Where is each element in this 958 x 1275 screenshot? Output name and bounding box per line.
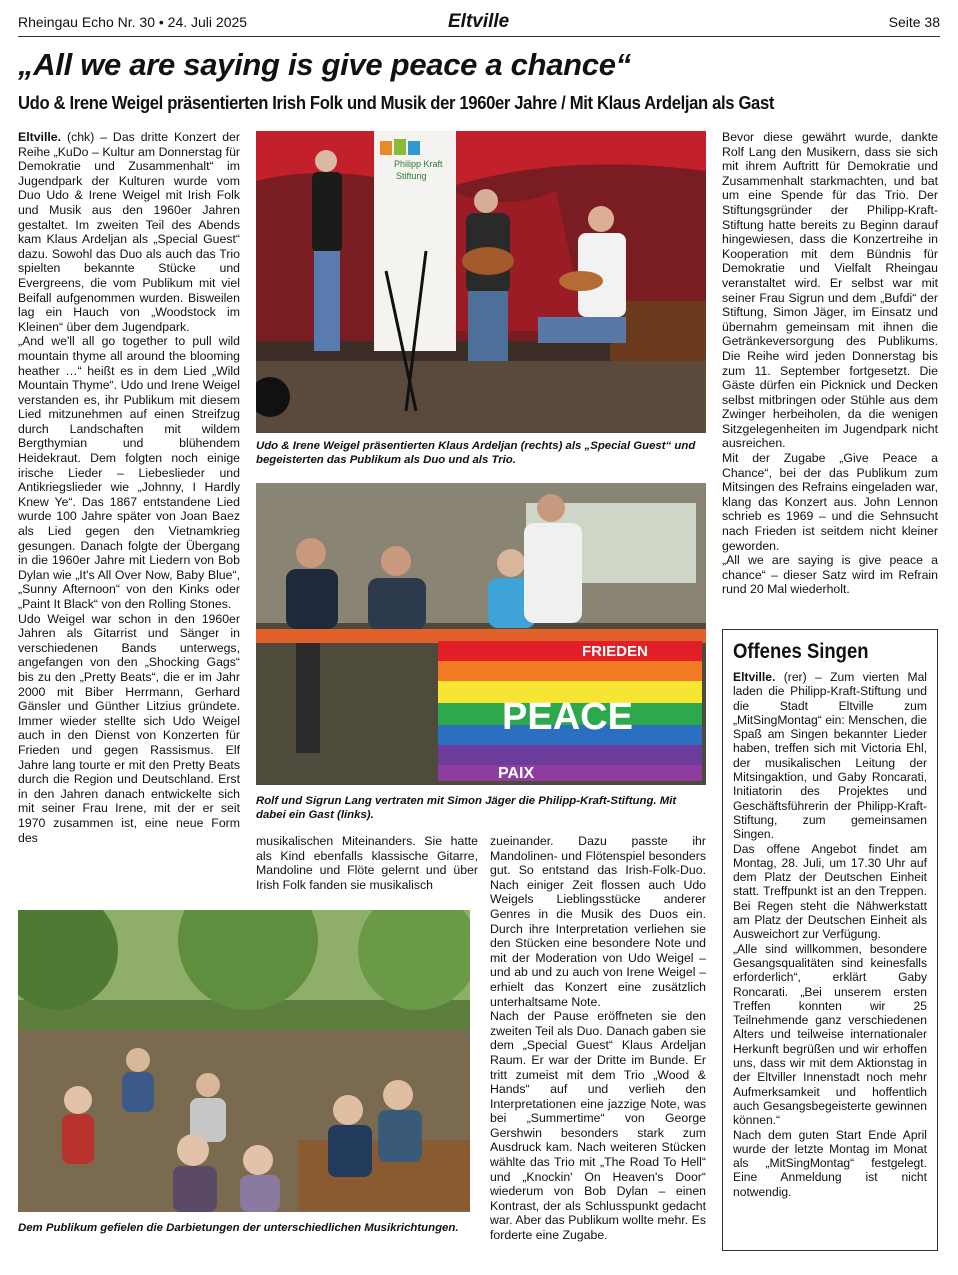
paragraph: Mit der Zugabe „Give Peace a Chance“, bei der das Publikum zum Mitsingen des Refrains eingeladen war, klang das Konzert aus. John Lennon schrieb es 1969 – und die Sehnsucht nach Frieden ist seitdem nicht kleiner geworden. [722,451,938,553]
banner-text: Philipp Kraft [394,159,443,169]
paragraph: (rer) – Zum vierten Mal laden die Philipp-Kraft-Stiftung und die Stadt Eltville zum „MitSingMontag“ ein: Menschen, die Spaß am Singen bekannter Lieder haben, treffen sich mit Victoria Ehl, der musikalischen Leitung der Mitsingaktion, und Gaby Roncarati, Initiatorin des Projektes und Geschäftsführerin der Philipp-Kraft-Stiftung, zum gemeinsamen Singen. [733,670,927,842]
paragraph: „All we are saying is give peace a chance“ – dieser Satz wird im Refrain rund 20 Mal wiederholt. [722,553,938,597]
photo-caption: Dem Publikum gefielen die Darbietungen der unterschiedlichen Musikrichtungen. [18,1222,459,1234]
paragraph: „Alle sind willkommen, besondere Gesangsqualitäten sind keinesfalls erforderlich“, erklärt Gaby Roncarati. „Bei unserem ersten Treffen konnten wir 25 Teilnehmende ganz verschiedenen Alters und teilweise internationaler Herkunft begrüßen und wir erhoffen uns, dass wir mit dem Aktionstag in der Eltviller Innenstadt noch mehr Aufmerksamkeit und hoffentlich auch Gesangsbegeisterte gewinnen können.“ [733,941,927,1128]
paragraph: zueinander. Dazu passte ihr Mandolinen- und Flötenspiel besonders gut. So entstand das Irish-Folk-Duo. Nach einiger Zeit flossen auch Udo Weigels Lieblingsstücke anderer Genres in die Musik des Duos ein. Durch ihre Interpretation verliehen sie den Stücken eine besondere Note und mit der Moderation von Udo Weigel – und ab und zu auch von Irene Weigel – erhielt das Konzert eine zusätzlich unterhaltsame Note. [490,834,706,1009]
flag-text: PAIX [498,765,535,782]
dateline: Eltville. [18,130,62,144]
paragraph: „And we'll all go together to pull wild mountain thyme all around the blooming heather …“ heißt es in dem Lied „Wild Mountain Thyme“. Udo und Irene Weigel verstanden es, ihr Publikum mit diesem Lied mitzunehmen auf einen Streifzug durch Landschaften mit wildem Bergthymian und blühendem Heidekraut. Dem folgten noch einige irische Lieder – Liebeslieder und Antikriegslieder wie „Johnny, I Hardly Knew Ye“. Das 1867 entstandene Lied wurde 100 Jahre später von Joan Baez als Lied gegen den Vietnamkrieg gesungen. Danach folgte der Übergang in die 1960er Jahre mit Liedern von Bob Dylan wie „It's All Over Now, Baby Blue“, „Sunny Afternoon“ von den Kinks oder „Paint It Black“ von den Rolling Stones. [18,334,240,611]
article-subheadline: Udo & Irene Weigel präsentierten Irish Folk und Musik der 1960er Jahre / Mit Klaus Ardeljan als Gast [18,92,775,113]
info-box-title: Offenes Singen [733,640,869,663]
banner-text: Stiftung [396,171,427,181]
photo-audience [18,910,470,1212]
paragraph: Nach der Pause eröffneten sie den zweiten Teil als Duo. Danach gaben sie dem „Special Guest“ Klaus Ardeljan Raum. Er war der Dritte im Bunde. Er tritt zumeist mit dem Trio „Wood & Hands“ auf und verlieh den Interpretationen eine jazzige Note, was bei „Summertime“ von George Gershwin besonders stark zum Ausdruck kam. Nach weiteren Stücken wählte das Trio mit „The Road To Hell“ und „Knockin' On Heaven's Door“ wiederum von Bob Dylan – einen Kontrast, der als Schlusspunkt gedacht war. Aber das Publikum wollte mehr. Es forderte eine Zugabe. [490,1009,706,1243]
issue-info: Rheingau Echo Nr. 30 • 24. Juli 2025 [18,14,248,30]
dateline: Eltville. [733,670,776,684]
info-box-offenes-singen [722,629,938,1251]
paragraph: (chk) – Das dritte Konzert der Reihe „KuDo – Kultur am Donnerstag für Demokratie und Zusammenhalt“ im Jugendpark der Kulturen wurde vom Duo Udo & Irene Weigel mit Irish Folk und Musik aus den 1960er Jahren gestaltet. Im zweiten Teil des Abends kam Klaus Ardeljan als „Special Guest“ dazu. Sowohl das Duo als auch das Trio spielten bekannte Stücke und Evergreens, die vom Publikum mit viel Beifall aufgenommen wurden. Bisweilen lag ein Hauch von „Woodstock im Kleinen“ über dem Jugendpark. [18,130,240,334]
article-column-4 [722,130,938,597]
article-column-1 [18,130,240,845]
paragraph: Das offene Angebot findet am Montag, 28. Juli, um 17.30 Uhr auf dem Platz der Deutschen Einheit statt. Treffpunkt ist an den Treppen. Bei Regen steht die Nähwerkstatt am Platz der Deutschen Einheit als Ausweichort zur Verfügung. [733,841,927,942]
flag-text: PEACE [502,696,633,738]
article-column-2 [256,834,478,892]
article-headline: „All we are saying is give peace a chance“ [18,47,631,82]
article-column-3 [490,834,706,1243]
page-number: Seite 38 [888,14,940,30]
paragraph: Udo Weigel war schon in den 1960er Jahren als Gitarrist und Sänger in verschiedenen Bands unterwegs, angefangen von den „Shocking Gags“ bis zu den „Pretty Beats“, die er im Jahr 2000 mit Biber Herrmann, Gerhard Gänsler und Günther Litzius gründete. Immer wieder stellte sich Udo Weigel auch in den Dienst von Konzerten für Frieden und gegen Rassismus. Elf Jahre lang tourte er mit den Pretty Beats durch die Region und Deutschland. Erst in den Jahren danach entwickelte sich mit seiner Frau Irene, mit der er seit 1970 zusammen ist, eine neue Form des [18,611,240,845]
photo-caption: Udo & Irene Weigel präsentierten Klaus Ardeljan (rechts) als „Special Guest“ und begeisterten das Publikum als Duo und als Trio. [256,440,696,466]
section-title: Eltville [448,11,510,32]
paragraph: Bevor diese gewährt wurde, dankte Rolf Lang den Musikern, dass sie sich mit ihrem Auftritt für Demokratie und Zusammenhalt starkmachten, und bat um eine Spende für das Trio. Der Stiftungsgründer der Philipp-Kraft-Stiftung hatte bereits zu Beginn darauf hingewiesen, dass die Konzertreihe in Kooperation mit dem Bündnis für Demokratie und Vielfalt Rheingau veranstaltet wird. Er selbst war mit seiner Frau Sigrun und dem „Bufdi“ der Stiftung, Simon Jäger, im Einsatz und übernahm gemeinsam mit ihnen die Getränkeversorgung des Publikums. Die Reihe wird jeden Donnerstag bis zum 11. September fortgesetzt. Die Gäste dürfen ein Picknick und Decken selbst mitbringen oder Stühle aus dem Zwinger herbeiholen, da die wenigen Sitzgelegenheiten im Jugendpark nicht ausreichen. [722,130,938,451]
paragraph: Nach dem guten Start Ende April wurde der letzte Montag im Monat als „MitSingMontag“ festgelegt. Eine Anmeldung ist nicht notwendig. [733,1127,927,1199]
photo-caption: Rolf und Sigrun Lang vertraten mit Simon Jäger die Philipp-Kraft-Stiftung. Mit dabei ein Gast (links). [256,795,677,821]
info-box-text [733,670,927,1199]
flag-text: FRIEDEN [582,643,648,660]
header-rule [18,36,940,37]
photo-concert-stage [256,131,706,433]
photo-peace-flag-table [256,483,706,785]
paragraph: musikalischen Miteinanders. Sie hatte als Kind ebenfalls klassische Gitarre, Mandoline und Flöte gelernt und über Irish Folk fanden sie musikalisch [256,834,478,892]
